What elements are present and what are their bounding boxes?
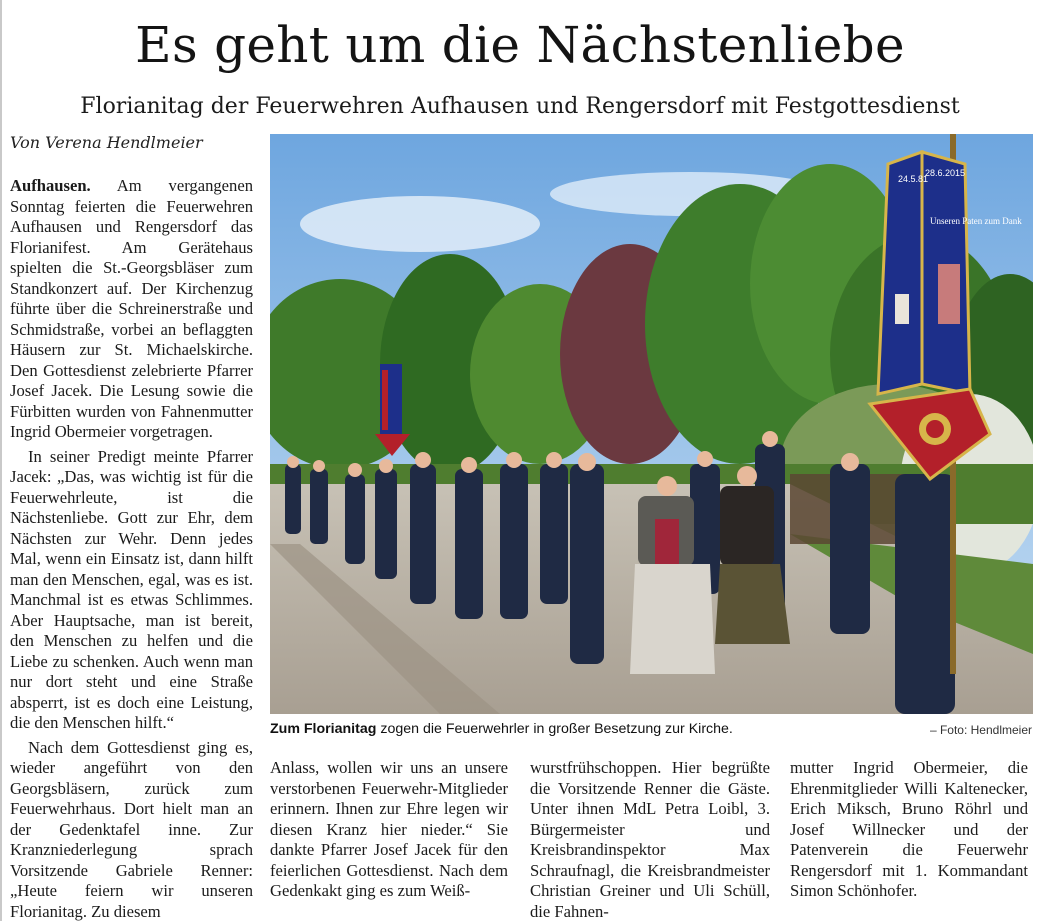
photo-credit: – Foto: Hendlmeier (929, 723, 1032, 737)
byline: Von Verena Hendlmeier (10, 133, 203, 152)
column-3-text: wurstfrühschoppen. Hier begrüßte die Vorsitzende Renner die Gäste. Unter ihnen MdL Petra Loibl, 3. Bürgermeister und Kreisbrandinspektor Max Schraufnagl, die Kreisbrandmeister Christian Greiner und Uli Schüll, die Fahnen- (530, 758, 770, 921)
article-photo (270, 134, 1033, 714)
photo-caption (270, 721, 733, 737)
caption-text: zogen die Feuerwehrler in großer Besetzung zur Kirche. (380, 721, 733, 737)
article-column-2 (270, 758, 508, 906)
paragraph-memorial: Nach dem Gottesdienst ging es, wieder angeführt von den Georgsbläsern, zurück zum Feuerwehrhaus. Dort hielt man an der Gedenktafel inne. Zur Kranzniederlegung sprach Vorsitzende Gabriele Renner: „Heute feiern wir unseren Florianitag. Zu diesem (10, 737, 253, 921)
dateline: Aufhausen. (10, 176, 91, 195)
article-column-3 (530, 758, 770, 921)
banner-left-date: 24.5.81 (898, 174, 929, 184)
caption-bold: Zum Florianitag (270, 721, 377, 737)
article-column-4 (790, 758, 1028, 906)
subheadline: Florianitag der Feuerwehren Aufhausen und Rengersdorf mit Festgottesdienst (80, 94, 960, 119)
paragraph-intro (10, 176, 253, 443)
paragraph-intro-text: Am vergangenen Sonntag feierten die Feuerwehren Aufhausen und Rengersdorf das Florianifest. Am Gerätehaus spielten die St.-Georgsbläser zum Standkonzert auf. Der Kirchenzug führte über die Schreinerstraße und Schmidstraße, vorbei an beflaggten Häusern zur St. Michaelskirche. Den Gottesdienst zelebrierte Pfarrer Josef Jacek. Die Lesung sowie die Fürbitten wurden von Fahnenmutter Ingrid Obermeier vorgetragen. (10, 176, 253, 441)
banner-right-date: 28.6.2015 (925, 168, 966, 178)
paragraph-sermon: In seiner Predigt meinte Pfarrer Jacek: „Das, was wichtig ist für die Feuerwehrleute, ist die Nächstenliebe. Gott zur Ehr, dem Nächsten zur Wehr. Denn jedes Mal, wenn ein Einsatz ist, dann hilft man den Menschen, egal, was es ist. Manchmal ist es etwas Schlimmes. Aber Hauptsache, man ist bereit, den Menschen zu helfen und die Liebe zu schenken. Auch wenn man nur dort steht und eine Straße absperrt, ist es doch eine Leistung, die den Menschen hilft.“ (10, 446, 253, 732)
column-2-text: Anlass, wollen wir uns an unsere verstorbenen Feuerwehr-Mitglieder erinnern. Ihnen zur Ehre legen wir diesen Kranz hier nieder.“ Sie dankte Pfarrer Josef Jacek für den feierlichen Gottesdienst. Nach dem Gedenkakt ging es zum Weiß- (270, 758, 508, 900)
headline: Es geht um die Nächstenliebe (135, 16, 905, 74)
banner-right-text: Unseren Paten zum Dank (930, 216, 1022, 226)
page-left-border (0, 0, 2, 921)
column-4-text: mutter Ingrid Obermeier, die Ehrenmitglieder Willi Kaltenecker, Erich Miksch, Bruno Röhrl und Josef Willnecker und der Patenverein die Feuerwehr Rengersdorf mit 1. Kommandant Simon Schönhofer. (790, 758, 1028, 900)
article-column-1 (10, 176, 253, 921)
